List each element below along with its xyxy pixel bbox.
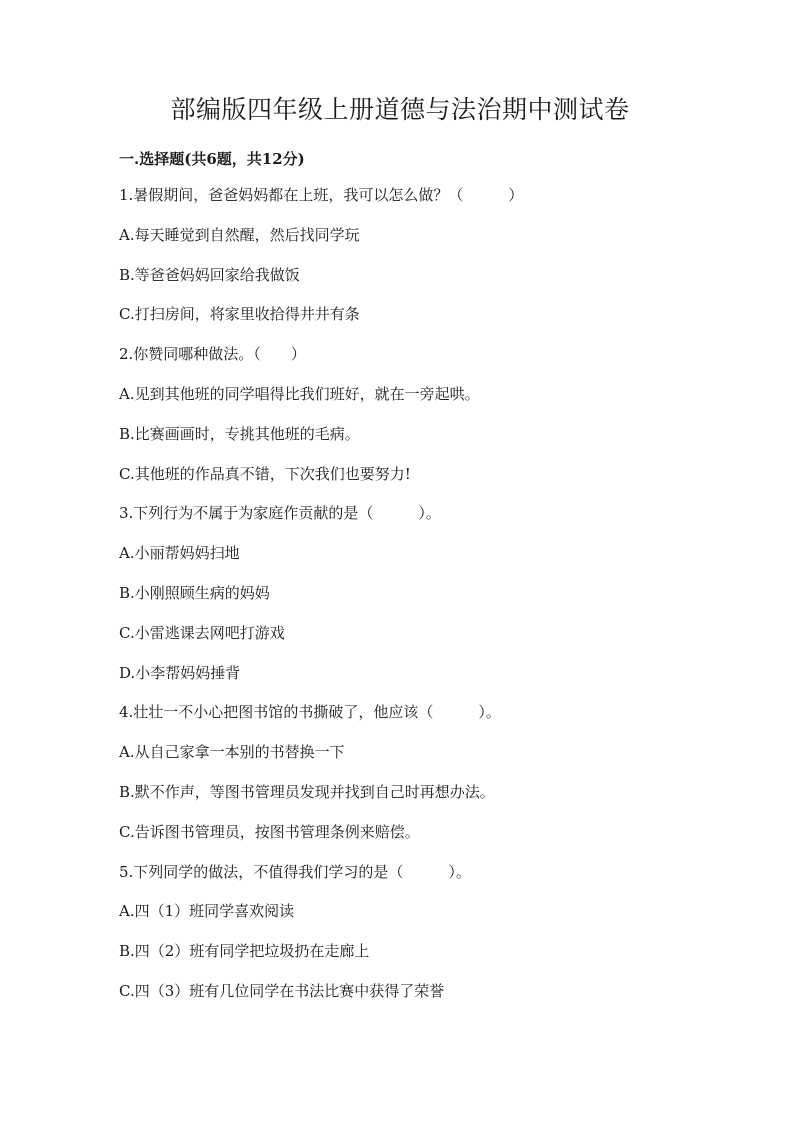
question-1-option-b: B.等爸爸妈妈回家给我做饭 (119, 265, 300, 284)
question-4-stem: 4.壮壮一不小心把图书馆的书撕破了，他应该（ ）。 (119, 703, 501, 722)
question-4-option-b: B.默不作声，等图书管理员发现并找到自己时再想办法。 (119, 782, 495, 801)
question-2-option-c: C.其他班的作品真不错，下次我们也要努力! (119, 464, 411, 483)
page-title: 部编版四年级上册道德与法治期中测试卷 (170, 95, 630, 124)
question-5-stem: 5.下列同学的做法，不值得我们学习的是（ ）。 (119, 862, 471, 881)
question-3-option-c: C.小雷逃课去网吧打游戏 (119, 623, 285, 642)
question-4-option-a: A.从自己家拿一本别的书替换一下 (119, 743, 345, 762)
question-1-stem: 1.暑假期间，爸爸妈妈都在上班，我可以怎么做？（ ） (119, 186, 524, 204)
section-heading: 一.选择题(共6题，共12分) (119, 150, 305, 168)
question-5-option-c: C.四（3）班有几位同学在书法比赛中获得了荣誉 (119, 981, 445, 1000)
question-3-stem: 3.下列行为不属于为家庭作贡献的是（ ）。 (119, 504, 441, 523)
question-5-option-a: A.四（1）班同学喜欢阅读 (119, 902, 295, 921)
question-1-option-c: C.打扫房间，将家里收拾得井井有条 (119, 305, 360, 324)
question-2-stem: 2.你赞同哪种做法。（ ） (119, 345, 306, 364)
question-4-option-c: C.告诉图书管理员，按图书管理条例来赔偿。 (119, 822, 420, 841)
question-list (119, 184, 759, 1020)
question-2-option-b: B.比赛画画时，专挑其他班的毛病。 (119, 424, 360, 443)
question-3-option-a: A.小丽帮妈妈扫地 (119, 544, 240, 563)
question-5-option-b: B.四（2）班有同学把垃圾扔在走廊上 (119, 942, 370, 961)
question-1-option-a: A.每天睡觉到自然醒，然后找同学玩 (119, 225, 360, 244)
question-3-option-b: B.小刚照顾生病的妈妈 (119, 583, 270, 602)
question-2-option-a: A.见到其他班的同学唱得比我们班好，就在一旁起哄。 (119, 384, 480, 403)
question-3-option-d: D.小李帮妈妈捶背 (119, 663, 241, 682)
